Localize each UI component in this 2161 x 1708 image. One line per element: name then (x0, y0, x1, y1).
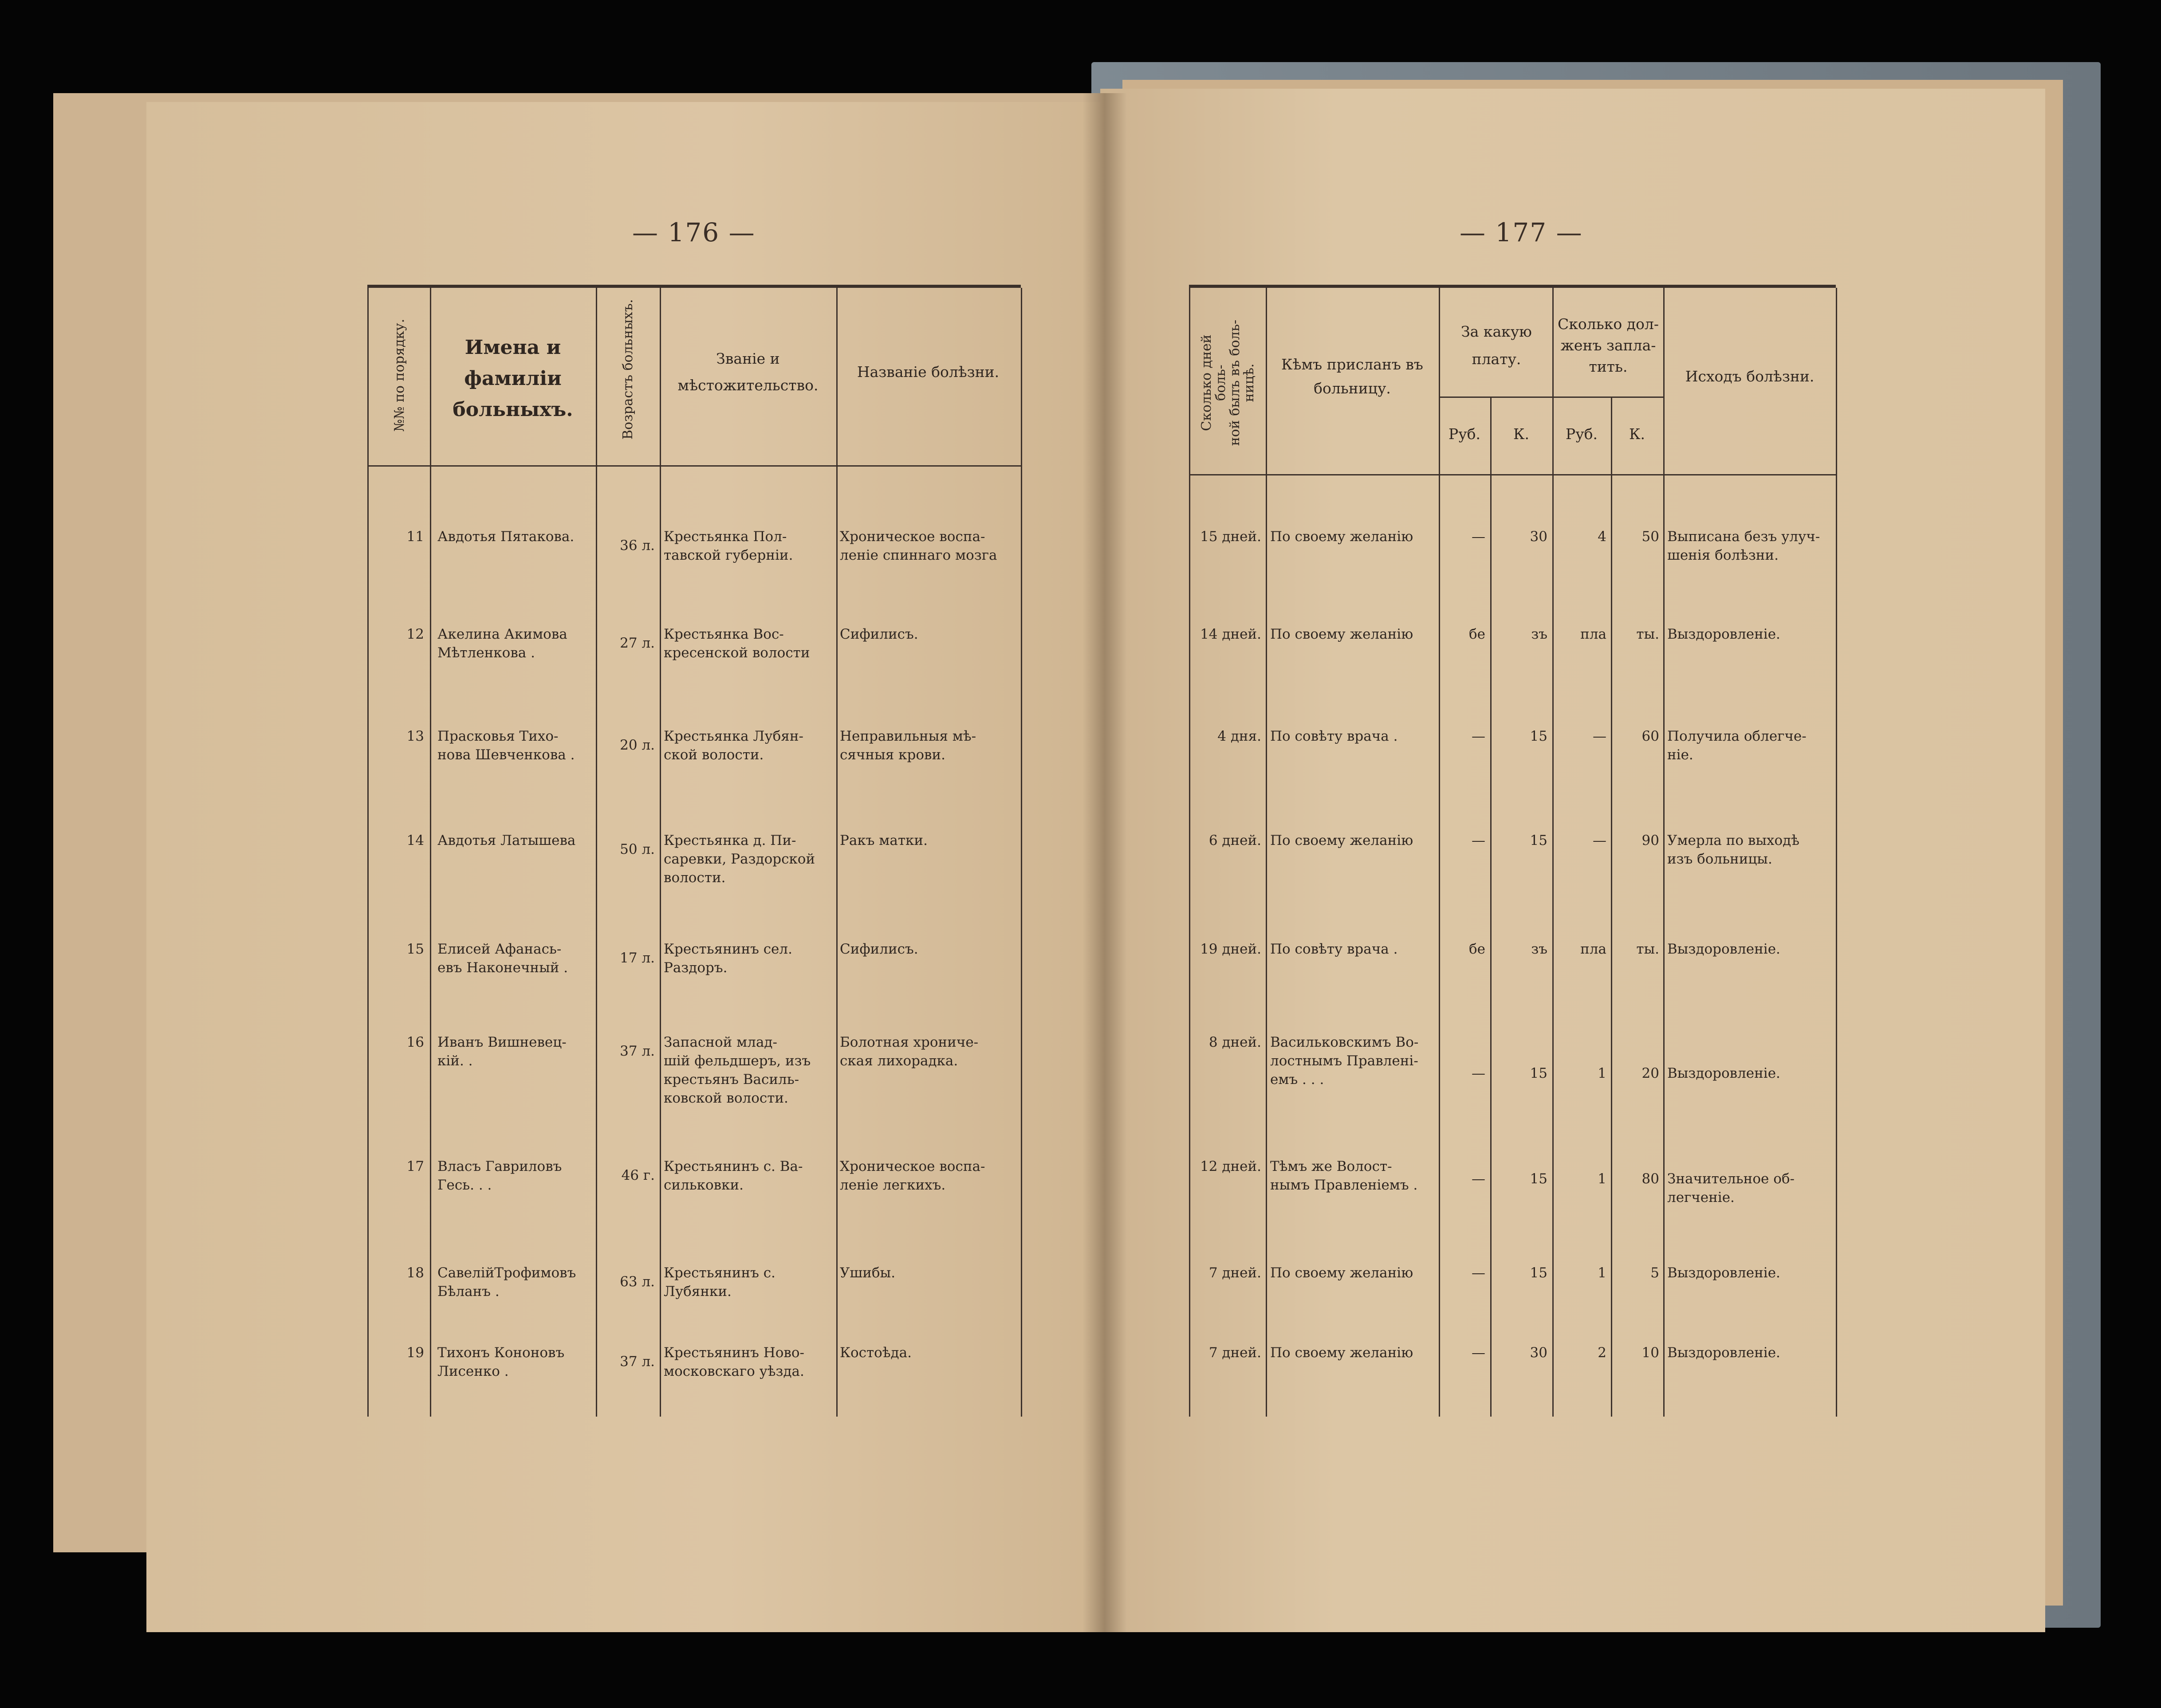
right-row-8-days: 7 дней. (1208, 1265, 1261, 1281)
right-row-3-owe_k: 60 (1641, 728, 1659, 744)
header-name: Имена и фамилiи больныхъ. (453, 336, 573, 421)
left-row-6-disease: Болотная хрониче- ская лихорадка. (840, 1034, 979, 1069)
right-row-4-sent: По своему желанiю (1270, 832, 1413, 848)
right-row-7-sent: Тѣмъ же Волост- нымъ Правленiемъ . (1270, 1158, 1418, 1193)
left-row-5-no: 15 (406, 941, 424, 957)
left-row-4-name: Авдотья Латышева (437, 832, 576, 848)
header-owed: Сколько дол- женъ запла- тить. (1558, 315, 1659, 375)
right-row-9-fee_r: — (1472, 1345, 1485, 1361)
left-row-7-disease: Хроническое воспа- ленiе легкихъ. (840, 1158, 985, 1193)
right-row-2-owe_r: пла (1580, 626, 1606, 642)
header-status: Званiе и мѣстожительство. (677, 350, 819, 394)
left-row-1-no: 11 (406, 529, 424, 545)
right-row-1-owe_r: 4 (1598, 529, 1606, 545)
right-row-8-owe_r: 1 (1598, 1265, 1606, 1281)
left-row-1-name: Авдотья Пятакова. (437, 529, 575, 545)
right-row-4-days: 6 дней. (1208, 832, 1261, 848)
left-row-3-name: Прасковья Тихо- нова Шевченкова . (437, 728, 575, 763)
right-row-8-fee_k: 15 (1530, 1265, 1547, 1281)
right-row-9-fee_k: 30 (1530, 1345, 1547, 1361)
left-row-5-status: Крестьянинъ сел. Раздоръ. (664, 941, 792, 976)
left-row-9-disease: Костоѣда. (840, 1345, 912, 1361)
right-row-6-fee_k: 15 (1530, 1065, 1547, 1081)
right-row-9-days: 7 дней. (1208, 1345, 1261, 1361)
right-row-5-fee_k: зъ (1531, 941, 1547, 957)
header-days: Сколько дней боль- ной былъ въ боль- ницѣ. (1199, 319, 1257, 446)
right-row-8-sent: По своему желанiю (1270, 1265, 1413, 1281)
page-number-left: — 176 — (632, 217, 756, 247)
left-row-5-age: 17 л. (620, 950, 655, 966)
right-row-9-owe_r: 2 (1598, 1345, 1606, 1361)
right-row-7-fee_r: — (1472, 1171, 1485, 1187)
left-row-6-name: Иванъ Вишневец- кiй. . (437, 1034, 567, 1069)
book-gutter (1082, 93, 1127, 1632)
left-row-2-age: 27 л. (620, 635, 655, 651)
right-row-5-sent: По совѣту врача . (1270, 941, 1398, 957)
patients-table-left (367, 285, 1021, 1417)
left-row-3-age: 20 л. (620, 737, 655, 753)
right-row-6-owe_r: 1 (1598, 1065, 1606, 1081)
left-row-1-status: Крестьянка Пол- тавской губернiи. (664, 529, 793, 563)
header-disease: Названiе болѣзни. (857, 363, 1000, 381)
left-row-9-status: Крестьянинъ Ново- московскаго уѣзда. (664, 1345, 804, 1379)
left-row-4-age: 50 л. (620, 841, 655, 857)
header-sent-by: Кѣмъ присланъ въ больницу. (1281, 356, 1423, 397)
right-row-1-outcome: Выписана безъ улуч- шенiя болѣзни. (1667, 529, 1820, 563)
right-row-6-outcome: Выздоровленiе. (1667, 1065, 1780, 1081)
left-row-3-disease: Неправильныя мѣ- сячныя крови. (840, 728, 976, 763)
right-row-3-days: 4 дня. (1217, 728, 1261, 744)
left-row-8-no: 18 (406, 1265, 424, 1281)
right-row-5-fee_r: бе (1468, 941, 1485, 957)
right-row-2-fee_r: бе (1468, 626, 1485, 642)
left-row-2-status: Крестьянка Вос- кресенской волости (664, 626, 810, 661)
right-row-8-outcome: Выздоровленiе. (1667, 1265, 1780, 1281)
right-row-6-owe_k: 20 (1641, 1065, 1659, 1081)
left-row-4-disease: Ракъ матки. (840, 832, 928, 848)
left-row-7-age: 46 г. (621, 1167, 655, 1183)
right-row-2-fee_k: зъ (1531, 626, 1547, 642)
right-row-4-fee_r: — (1472, 832, 1485, 848)
left-row-3-no: 13 (406, 728, 424, 744)
left-row-2-no: 12 (406, 626, 424, 642)
right-row-3-owe_r: — (1593, 728, 1606, 744)
right-row-7-owe_r: 1 (1598, 1171, 1606, 1187)
right-row-6-days: 8 дней. (1208, 1034, 1261, 1050)
header-age: Возрастъ больныхъ. (620, 299, 636, 440)
right-row-1-fee_k: 30 (1530, 529, 1547, 545)
right-row-4-outcome: Умерла по выходѣ изъ больницы. (1667, 832, 1799, 867)
right-row-3-sent: По совѣту врача . (1270, 728, 1398, 744)
right-row-5-owe_k: ты. (1636, 941, 1659, 957)
right-row-7-outcome: Значительное об- легченiе. (1667, 1171, 1795, 1205)
right-row-2-days: 14 дней. (1200, 626, 1261, 642)
left-row-5-name: Елисей Афанась- евъ Наконечный . (437, 941, 568, 976)
right-row-4-fee_k: 15 (1530, 832, 1547, 848)
right-row-4-owe_k: 90 (1641, 832, 1659, 848)
right-row-6-fee_r: — (1472, 1065, 1485, 1081)
right-row-7-fee_k: 15 (1530, 1171, 1547, 1187)
right-row-2-owe_k: ты. (1636, 626, 1659, 642)
left-row-8-disease: Ушибы. (840, 1265, 896, 1281)
left-row-8-age: 63 л. (620, 1274, 655, 1290)
right-row-7-days: 12 дней. (1200, 1158, 1261, 1174)
left-row-7-name: Власъ Гавриловъ Гесь. . . (437, 1158, 562, 1193)
left-row-2-disease: Сифилисъ. (840, 626, 918, 642)
right-row-8-owe_k: 5 (1650, 1265, 1659, 1281)
right-row-1-sent: По своему желанiю (1270, 529, 1413, 545)
right-row-7-owe_k: 80 (1641, 1171, 1659, 1187)
right-row-8-fee_r: — (1472, 1265, 1485, 1281)
header-fee: За какую плату. (1461, 323, 1532, 368)
left-row-5-disease: Сифилисъ. (840, 941, 918, 957)
left-row-7-no: 17 (406, 1158, 424, 1174)
right-row-5-owe_r: пла (1580, 941, 1606, 957)
right-row-3-fee_r: — (1472, 728, 1485, 744)
left-row-3-status: Крестьянка Лубян- ской волости. (664, 728, 803, 763)
right-row-5-outcome: Выздоровленiе. (1667, 941, 1780, 957)
left-row-9-age: 37 л. (620, 1354, 655, 1370)
left-row-7-status: Крестьянинъ с. Ва- сильковки. (664, 1158, 803, 1193)
left-row-9-no: 19 (406, 1345, 424, 1361)
left-row-6-no: 16 (406, 1034, 424, 1050)
right-row-5-days: 19 дней. (1200, 941, 1261, 957)
right-row-3-outcome: Получила облегче- нiе. (1667, 728, 1807, 763)
left-row-1-disease: Хроническое воспа- ленiе спиннаго мозга (840, 529, 997, 563)
header-outcome: Исходъ болѣзни. (1685, 368, 1815, 385)
right-row-1-days: 15 дней. (1200, 529, 1261, 545)
right-row-3-fee_k: 15 (1530, 728, 1547, 744)
header-owed-kop: К. (1629, 425, 1645, 443)
left-row-2-name: Акелина Акимова Мѣтленкова . (437, 626, 567, 661)
right-row-9-outcome: Выздоровленiе. (1667, 1345, 1780, 1361)
patients-table-right (1189, 285, 1836, 1417)
right-row-6-sent: Васильковскимъ Во- лостнымъ Правленi- емъ . . . (1270, 1034, 1419, 1088)
right-row-9-sent: По своему желанiю (1270, 1345, 1413, 1361)
left-row-6-status: Запасной млад- шiй фельдшеръ, изъ крестьянъ Василь- ковской волости. (664, 1034, 811, 1106)
left-row-6-age: 37 л. (620, 1043, 655, 1059)
header-fee-kop: К. (1513, 425, 1530, 443)
header-no: №№ по порядку. (392, 318, 407, 432)
left-row-4-status: Крестьянка д. Пи- саревки, Раздорской волости. (664, 832, 815, 886)
right-row-9-owe_k: 10 (1641, 1345, 1659, 1361)
header-fee-rub: Руб. (1449, 425, 1480, 443)
left-row-8-name: СавелiйТрофимовъ Бѣланъ . (437, 1265, 576, 1300)
left-row-1-age: 36 л. (620, 538, 655, 554)
left-row-8-status: Крестьянинъ с. Лубянки. (664, 1265, 775, 1300)
right-row-1-fee_r: — (1472, 529, 1485, 545)
left-row-9-name: Тихонъ Кононовъ Лисенко . (437, 1345, 565, 1379)
right-row-2-sent: По своему желанiю (1270, 626, 1413, 642)
header-owed-rub: Руб. (1566, 425, 1598, 443)
page-number-right: — 177 — (1460, 217, 1583, 247)
right-row-1-owe_k: 50 (1641, 529, 1659, 545)
right-row-4-owe_r: — (1593, 832, 1606, 848)
left-row-4-no: 14 (406, 832, 424, 848)
right-row-2-outcome: Выздоровленiе. (1667, 626, 1780, 642)
